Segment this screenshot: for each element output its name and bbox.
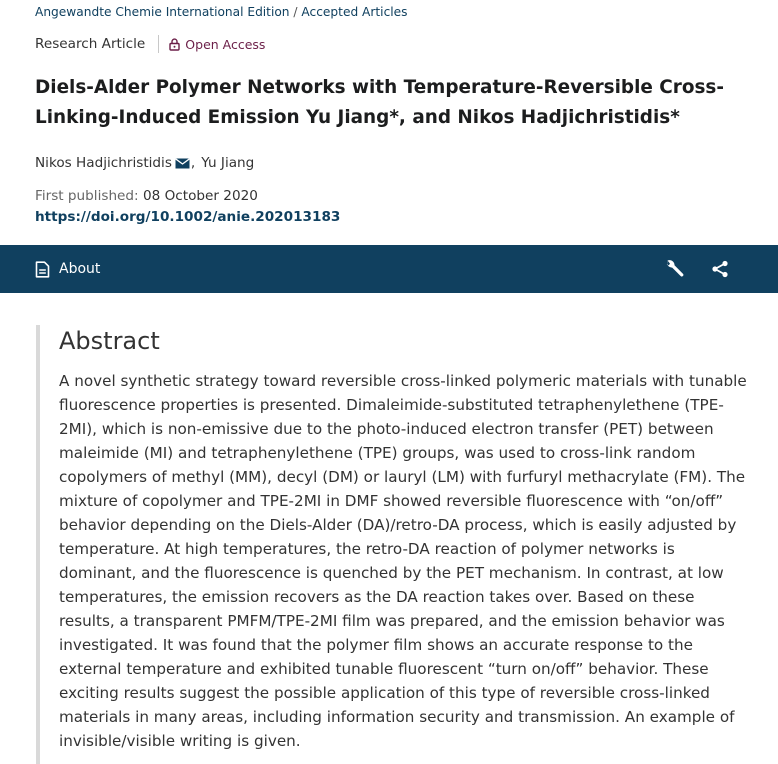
open-access-badge [169,37,265,52]
article-meta-row [35,35,265,53]
first-published-label: First published: [35,188,139,204]
open-access-label: Open Access [185,36,266,52]
first-published-date: 08 October 2020 [142,188,258,204]
divider [158,35,159,53]
share-button[interactable] [708,257,732,281]
journal-link[interactable]: Angewandte Chemie International Edition [35,5,290,19]
abstract-text: A novel synthetic strategy toward reversible cross-linked polymeric materials with tunable fluorescence properties is presented. Dimaleimide-substituted tetraphenylethene (TPE-2MI), which is non-emissive due to the photo-induced electron transfer (PET) between maleimide (MI) and tetraphenylethene (TPE) groups, was used to cross-link random copolymers of methyl (MM), decyl (DM) or lauryl (LM) with furfuryl methacrylate (FM). The mixture of copolymer and TPE-2MI in DMF showed reversible fluorescence with “on/off” behavior depending on the Diels-Alder (DA)/retro-DA process, which is easily adjusted by temperature. At high temperatures, the retro-DA reaction of polymer networks is dominant, and the fluorescence is quenched by the PET mechanism. In contrast, at low temperatures, the emission recovers as the DA reaction takes over. Based on these results, a transparent PMFM/TPE-2MI film was prepared, and the emission behavior was investigated. It was found that the polymer film shows an accurate response to the external temperature and exhibited tunable fluorescent “turn on/off” behavior. These exciting results suggest the possible application of this type of reversible cross-linked materials in many areas, including information security and transmission. An example of invisible/visible writing is given. [59,372,747,750]
abstract-section [36,325,756,764]
section-link[interactable]: Accepted Articles [301,5,408,19]
document-icon [35,261,50,278]
author-separator: , [190,155,196,171]
publication-date [35,188,258,204]
email-icon[interactable] [175,158,190,169]
breadcrumb [35,5,408,19]
tools-button[interactable] [662,257,686,281]
author-link[interactable]: Yu Jiang [201,155,255,171]
doi-link[interactable]: https://doi.org/10.1002/anie.202013183 [35,209,341,225]
about-button[interactable] [35,245,100,293]
author-link[interactable]: Nikos Hadjichristidis [35,155,172,171]
author-list [35,155,254,171]
article-header [0,0,778,245]
wrench-icon [663,258,685,280]
breadcrumb-separator: / [293,5,298,19]
article-type: Research Article [35,36,146,52]
article-title: Diels-Alder Polymer Networks with Temperature-Reversible Cross-Linking-Induced Emission Yu Jiang*, and Nikos Hadjichristidis* [35,77,724,128]
about-label: About [59,261,101,277]
article-toolbar [0,245,778,293]
abstract-heading: Abstract [59,327,160,355]
lock-icon [169,38,180,51]
share-icon [711,260,729,278]
